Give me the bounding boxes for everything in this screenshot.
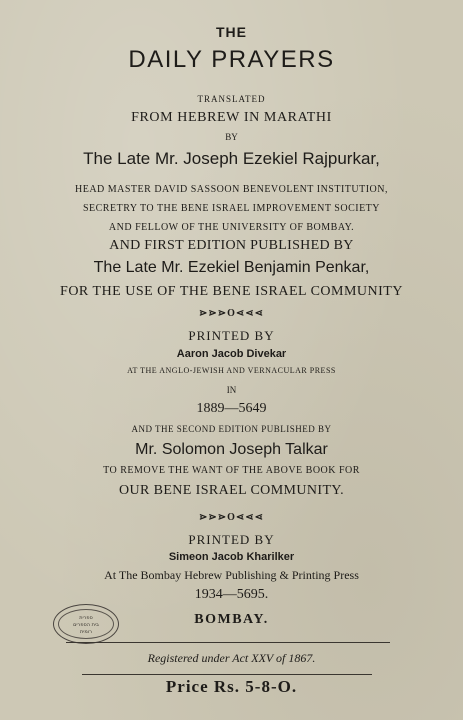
first-printer-name: Aaron Jacob Divekar bbox=[176, 348, 287, 360]
stamp-text: בית הספרים bbox=[73, 622, 99, 628]
printed-by-label: PRINTED BY bbox=[188, 328, 275, 343]
first-edition-year: 1889—5649 bbox=[196, 401, 267, 416]
ornament-divider: ⋗⋗⋗O⋖⋖⋖ bbox=[198, 512, 265, 523]
translated-label: TRANSLATED bbox=[197, 94, 266, 104]
our-community-line: OUR BENE ISRAEL COMMUNITY. bbox=[118, 483, 345, 498]
divider-rule bbox=[66, 642, 390, 643]
for-use-line: FOR THE USE OF THE BENE ISRAEL COMMUNITY bbox=[60, 284, 403, 299]
registration-notice: Registered under Act XXV of 1867. bbox=[147, 651, 316, 665]
translation-languages: FROM HEBREW IN MARATHI bbox=[131, 110, 332, 125]
divider-rule bbox=[82, 674, 372, 675]
author-credential-2: SECRETRY TO THE BENE ISRAEL IMPROVEMENT SOCIETY bbox=[82, 203, 381, 214]
author-credential-1: HEAD MASTER DAVID SASSOON BENEVOLENT INSTITUTION, bbox=[74, 184, 388, 195]
book-title: DAILY PRAYERS bbox=[128, 46, 335, 73]
ornament-divider: ⋗⋗⋗O⋖⋖⋖ bbox=[198, 308, 265, 319]
second-edition-line: AND THE SECOND EDITION PUBLISHED BY bbox=[131, 424, 332, 434]
first-press-name: AT THE ANGLO-JEWISH AND VERNACULAR PRESS bbox=[127, 366, 336, 375]
in-label: IN bbox=[226, 385, 237, 395]
stamp-text: ספרית bbox=[79, 615, 93, 621]
printed-by-label: PRINTED BY bbox=[188, 532, 275, 547]
by-label: BY bbox=[225, 132, 238, 142]
publication-city: BOMBAY. bbox=[194, 612, 269, 627]
first-publisher-name: The Late Mr. Ezekiel Benjamin Penkar, bbox=[93, 259, 370, 276]
second-edition-year: 1934—5695. bbox=[194, 587, 269, 602]
remove-want-line: TO REMOVE THE WANT OF THE ABOVE BOOK FOR bbox=[103, 465, 360, 476]
second-press-name: At The Bombay Hebrew Publishing & Printing Press bbox=[104, 568, 359, 582]
title-the: THE bbox=[216, 24, 247, 40]
price-label: Price Rs. 5-8-O. bbox=[165, 677, 298, 696]
first-edition-line: AND FIRST EDITION PUBLISHED BY bbox=[109, 238, 354, 253]
second-printer-name: Simeon Jacob Kharilker bbox=[168, 551, 295, 563]
second-publisher-name: Mr. Solomon Joseph Talkar bbox=[135, 441, 328, 458]
author-credential-3: AND FELLOW OF THE UNIVERSITY OF BOMBAY. bbox=[108, 222, 355, 233]
author-name: The Late Mr. Joseph Ezekiel Rajpurkar, bbox=[83, 149, 380, 168]
stamp-text: רומית bbox=[80, 629, 92, 635]
